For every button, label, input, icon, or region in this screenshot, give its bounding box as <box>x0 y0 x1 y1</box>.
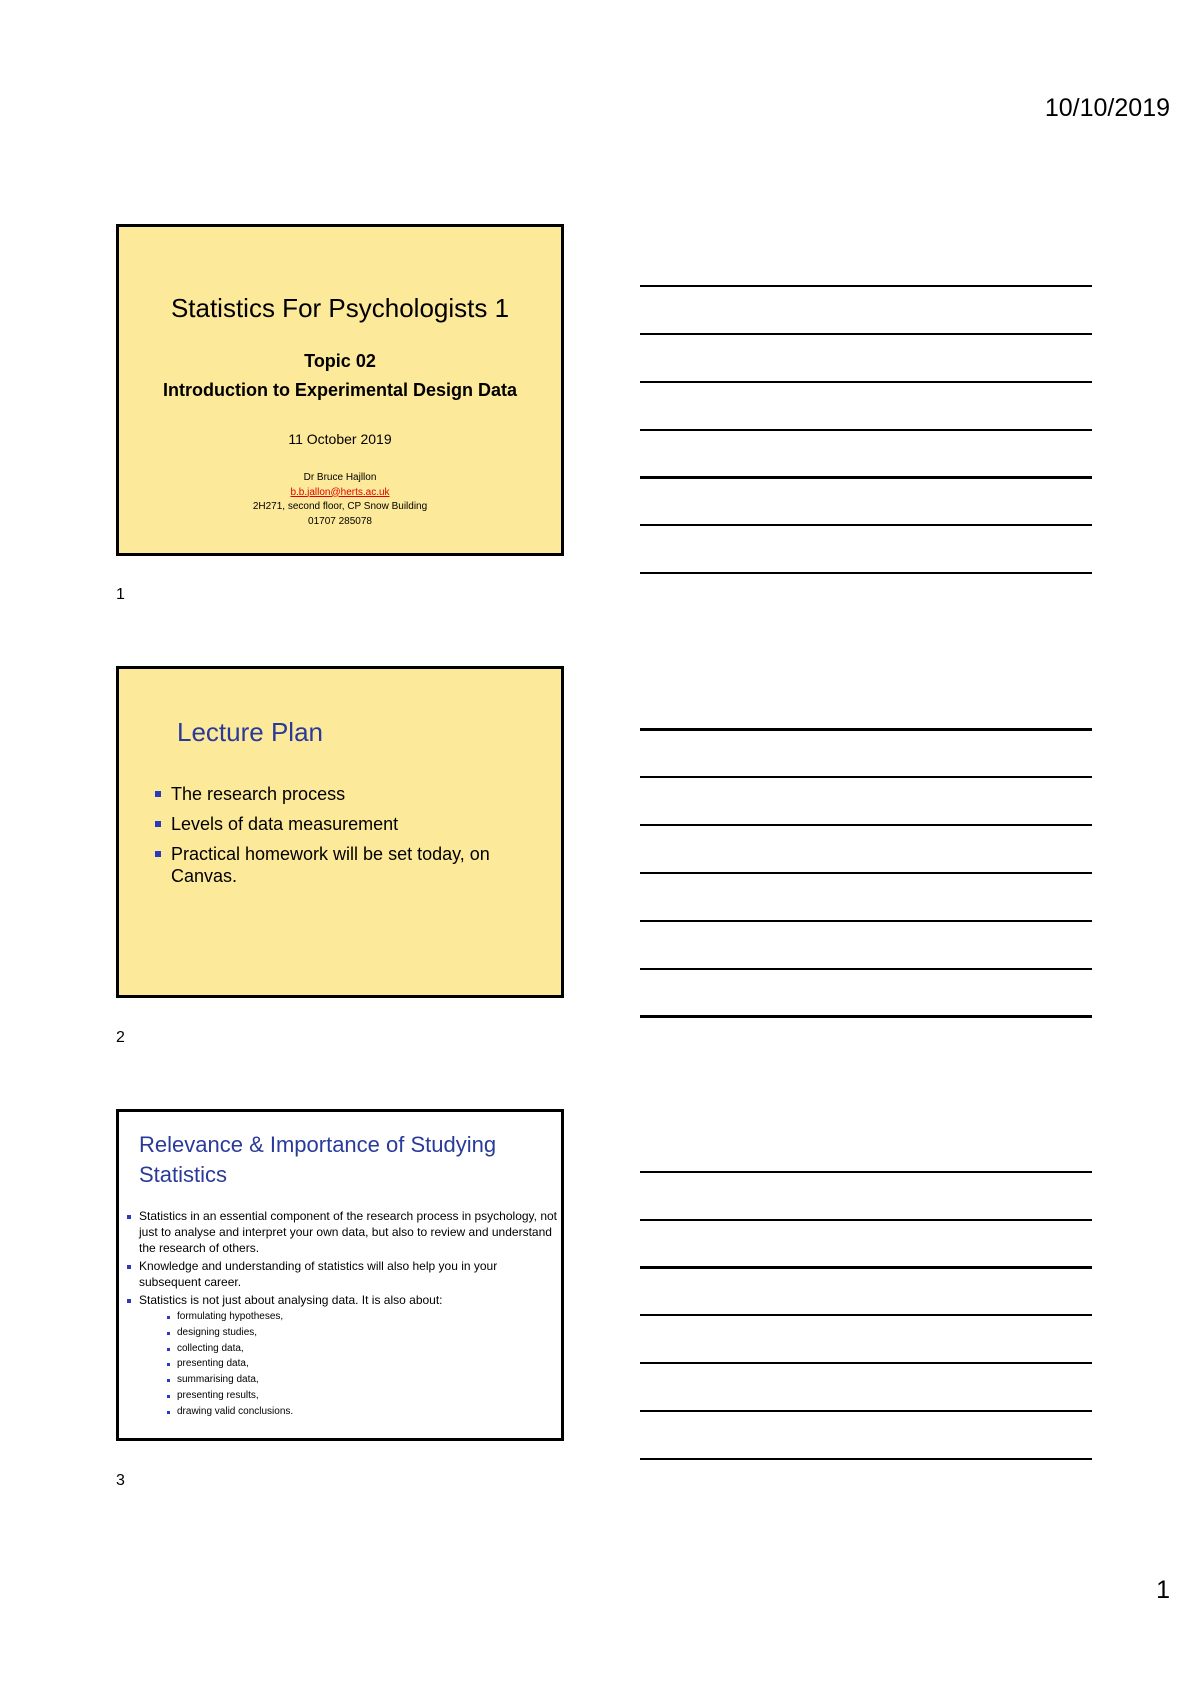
page-number: 1 <box>1156 1576 1170 1604</box>
list-item: Knowledge and understanding of statistics will also help you in your subsequent career. <box>125 1258 557 1290</box>
list-item: Statistics in an essential component of the research process in psychology, not just to analyse and interpret your own data, but also to review and understand the research of others. <box>125 1208 557 1256</box>
sub-list-item: summarising data, <box>165 1372 557 1388</box>
slide-1-date: 11 October 2019 <box>288 431 392 447</box>
slide-number: 1 <box>116 586 125 603</box>
slide-2-bullet-list <box>153 783 533 895</box>
note-line <box>640 872 1092 874</box>
sub-list-item: collecting data, <box>165 1341 557 1357</box>
slide-1-contact <box>119 471 561 529</box>
slide-1 <box>116 224 564 556</box>
note-line <box>640 1314 1092 1316</box>
slide-3 <box>116 1109 564 1441</box>
note-line <box>640 1266 1092 1269</box>
note-line <box>640 1171 1092 1173</box>
slide-number: 2 <box>116 1029 125 1046</box>
sub-list-item: presenting results, <box>165 1388 557 1404</box>
note-line <box>640 572 1092 574</box>
slide-1-subtitle: Introduction to Experimental Design Data <box>162 380 518 400</box>
slide-2-title: Lecture Plan <box>177 717 323 747</box>
note-line <box>640 429 1092 431</box>
slide-2 <box>116 666 564 998</box>
note-line <box>640 920 1092 922</box>
list-item <box>125 1292 557 1420</box>
slide-3-bullet-list <box>125 1208 557 1422</box>
sub-list-item: presenting data, <box>165 1356 557 1372</box>
note-line <box>640 524 1092 526</box>
note-line <box>640 476 1092 479</box>
slide-1-topic: Topic 02 <box>304 351 376 371</box>
slide-number: 3 <box>116 1472 125 1489</box>
sub-list-item: formulating hypotheses, <box>165 1309 557 1325</box>
sub-list-item: designing studies, <box>165 1325 557 1341</box>
note-line <box>640 968 1092 970</box>
lecturer-name: Dr Bruce Hajllon <box>303 472 377 483</box>
slide-1-title: Statistics For Psychologists 1 <box>170 293 510 323</box>
note-line <box>640 1458 1092 1460</box>
list-item: Practical homework will be set today, on Canvas. <box>153 843 533 887</box>
note-line <box>640 285 1092 287</box>
lecturer-email-link[interactable]: b.b.jallon@herts.ac.uk <box>290 486 390 498</box>
header-date: 10/10/2019 <box>1044 94 1170 122</box>
sub-list-item: drawing valid conclusions. <box>165 1404 557 1420</box>
note-line <box>640 333 1092 335</box>
list-item-text: Statistics is not just about analysing data. It is also about: <box>139 1293 443 1307</box>
note-line <box>640 1410 1092 1412</box>
note-line <box>640 824 1092 826</box>
slide-3-title: Relevance & Importance of Studying Statistics <box>139 1132 497 1187</box>
note-line <box>640 728 1092 731</box>
note-line <box>640 1015 1092 1018</box>
lecturer-phone: 01707 285078 <box>308 515 372 527</box>
note-line <box>640 1219 1092 1221</box>
note-line <box>640 381 1092 383</box>
lecturer-room: 2H271, second floor, CP Snow Building <box>252 501 428 512</box>
list-item: Levels of data measurement <box>153 813 533 835</box>
note-line <box>640 776 1092 778</box>
list-item: The research process <box>153 783 533 805</box>
slide-3-sub-list <box>165 1309 557 1420</box>
note-line <box>640 1362 1092 1364</box>
